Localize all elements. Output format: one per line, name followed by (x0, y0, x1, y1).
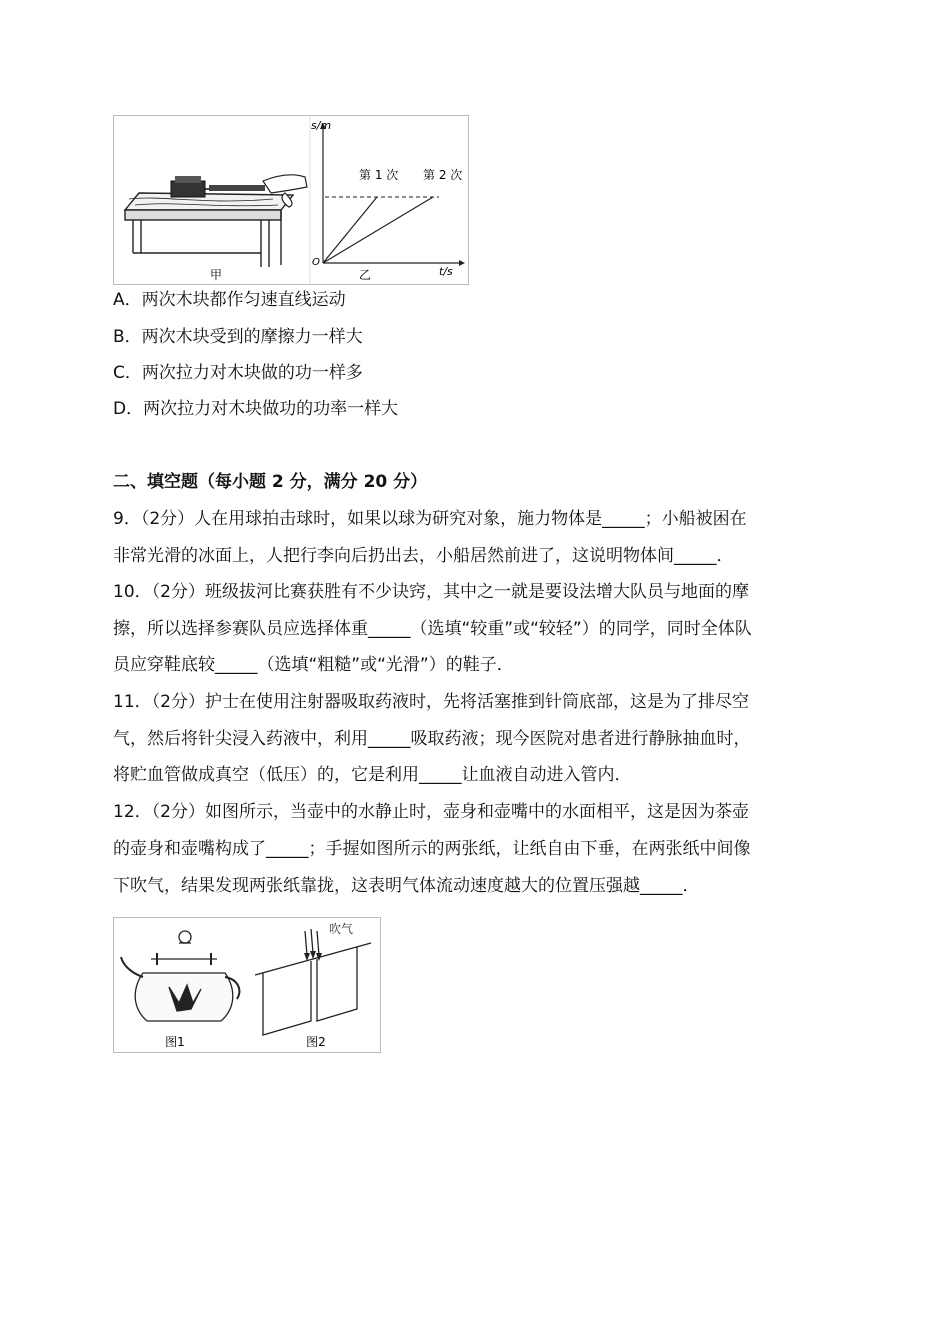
teapot-icon (121, 931, 239, 1021)
caption-left: 甲 (209, 268, 223, 282)
option-c: C．两次拉力对木块做的功一样多 (113, 363, 363, 383)
question-10-line-1: 10．（2分）班级拔河比赛获胜有不少诀窍，其中之一就是要设法增大队员与地面的摩 (113, 582, 749, 602)
label-first: 第 1 次 (359, 168, 399, 182)
question-12-line-2: 的壶身和壶嘴构成了_____；手握如图所示的两张纸，让纸自由下垂，在两张纸中间像 (113, 839, 751, 859)
question-9-line-1: 9．（2分）人在用球拍击球时，如果以球为研究对象，施力物体是_____；小船被困在 (113, 509, 747, 529)
question-12-line-1: 12．（2分）如图所示，当壶中的水静止时，壶身和壶嘴中的水面相平，这是因为茶壶 (113, 802, 749, 822)
question-11-line-1: 11．（2分）护士在使用注射器吸取药液时，先将活塞推到针筒底部，这是为了排尽空 (113, 692, 749, 712)
caption-figure-2: 图2 (306, 1035, 326, 1049)
line-first (323, 197, 377, 263)
line-second (323, 197, 433, 263)
caption-figure-1: 图1 (165, 1035, 185, 1049)
question-11-line-2: 气，然后将针尖浸入药液中，利用_____吸取药液；现今医院对患者进行静脉抽血时， (113, 729, 751, 749)
papers-icon (255, 929, 371, 1035)
question-10-line-2: 擦，所以选择参赛队员应选择体重_____（选填“较重”或“较轻”）的同学，同时全体队 (113, 619, 752, 639)
option-b: B．两次木块受到的摩擦力一样大 (113, 327, 363, 347)
question-11-line-3: 将贮血管做成真空（低压）的，它是利用_____让血液自动进入管内． (113, 765, 632, 785)
axis-x-label: t/s (439, 265, 453, 278)
section-title: 二、填空题（每小题 2 分，满分 20 分） (113, 472, 428, 492)
label-second: 第 2 次 (423, 168, 463, 182)
table-illustration (125, 193, 293, 267)
figure-block-and-graph (113, 115, 469, 285)
origin-label: O (312, 257, 320, 268)
option-d: D．两次拉力对木块做功的功率一样大 (113, 399, 399, 419)
question-9-line-2: 非常光滑的冰面上，人把行李向后扔出去，小船居然前进了，这说明物体间_____． (113, 546, 734, 566)
axis-y-label: s/m (311, 119, 332, 132)
blow-label: 吹气 (329, 922, 354, 936)
st-graph (311, 119, 465, 282)
figure-teapot-and-papers (113, 917, 381, 1053)
caption-right: 乙 (358, 268, 372, 282)
option-a: A．两次木块都作匀速直线运动 (113, 290, 346, 310)
question-10-line-3: 员应穿鞋底较_____（选填“粗糙”或“光滑”）的鞋子． (113, 655, 514, 675)
question-12-line-3: 下吹气，结果发现两张纸靠拢，这表明气体流动速度越大的位置压强越_____． (113, 876, 700, 896)
